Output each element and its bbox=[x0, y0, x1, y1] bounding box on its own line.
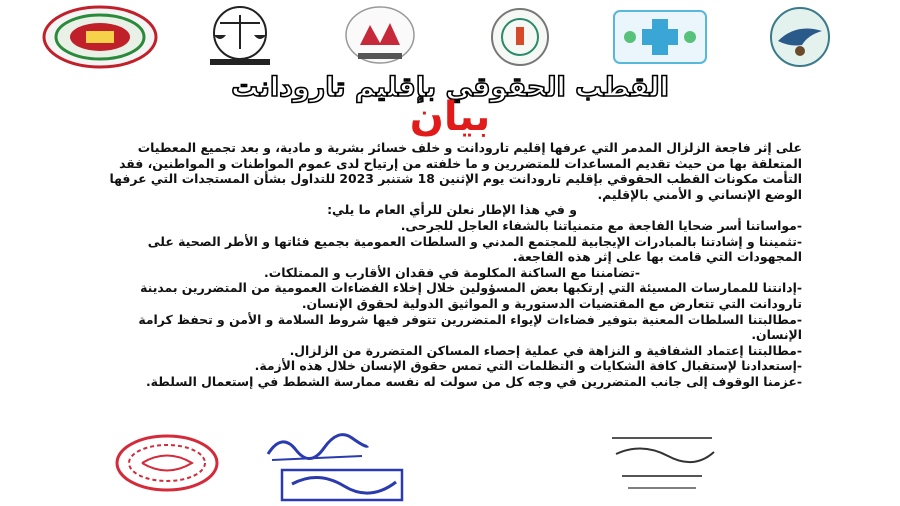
scales-justice-icon bbox=[180, 5, 300, 69]
stamps-area bbox=[0, 420, 900, 506]
blue-signature-icon bbox=[262, 426, 372, 466]
organization-title: القطب الحقوقي بإقليم تارودانت bbox=[231, 72, 669, 103]
statement-item: -مطالبتنا السلطات المعنية بتوفير فضاءات لإيواء المتضررين تتوفر فيها شروط السلامة و الأمن و تحفظ كرامة الإنسان. bbox=[138, 311, 802, 343]
blue-stamp-icon bbox=[278, 464, 408, 506]
emblem-seal-icon bbox=[40, 5, 160, 69]
statement-body bbox=[102, 140, 802, 390]
signature-block-icon bbox=[602, 428, 722, 500]
dove-logo-icon bbox=[740, 5, 860, 69]
statement-item: -إستعدادنا لإستقبال كافة الشكايات و التظلمات التي تمس حقوق الإنسان خلال هذه الأزمة. bbox=[254, 358, 802, 374]
statement-lead: و في هذا الإطار نعلن للرأي العام ما يلي: bbox=[327, 202, 577, 218]
circle-emblem-icon bbox=[460, 5, 580, 69]
logos-row bbox=[40, 4, 860, 70]
statement-item: -عزمنا الوقوف إلى جانب المتضررين في وجه كل من سولت له نفسه ممارسة الشطط في إستعمال السلطة. bbox=[145, 373, 802, 389]
document-title: بيان bbox=[409, 94, 491, 140]
statement-item: -مطالبتنا إعتماد الشفافية و النزاهة في عملية إحصاء المساكن المتضررة من الزلزال. bbox=[289, 342, 802, 358]
statement-intro: على إثر فاجعة الزلزال المدمر التي عرفها إقليم تارودانت و خلف خسائر بشرية و مادية، و بعد تجميع المعطيات المتعلقة بها من حيث تقديم المساعدات للمتضررين و ما خلفته من إرتياح لدى عموم المواطنات و المواطنين، فقد التأمت مكونات القطب الحقوقي بإقليم تارودانت يوم الإثنين 18 شتنبر 2023 للتداول بشأن المستجدات التي عرفها الوضع الإنساني و الأمني بالإقليم. bbox=[109, 140, 802, 202]
red-stamp-icon bbox=[112, 432, 222, 494]
hands-logo-icon bbox=[320, 5, 440, 69]
statement-item: -إدانتنا للممارسات المسيئة التي إرتكبها بعض المسؤولين خلال إخلاء الفضاءات العمومية من المتضررين بمدينة تارودانت التي تتعارض مع المقتضيات الدستورية و المواثيق الدولية لحقوق الإنسان. bbox=[140, 280, 802, 311]
statement-item: -تضامننا مع الساكنة المكلومة في فقدان الأقارب و الممتلكات. bbox=[264, 264, 640, 280]
statement-item: -مواساتنا أسر ضحايا الفاجعة مع متمنياتنا بالشفاء العاجل للجرحى. bbox=[400, 217, 802, 233]
cross-logo-icon bbox=[600, 5, 720, 69]
statement-item: -تثميننا و إشادتنا بالمبادرات الإيجابية للمجتمع المدني و السلطات العمومية بجميع فئاتها و الأطر الصحية على المجهودات التي قامت بها على إثر هذه الفاجعة. bbox=[147, 233, 802, 265]
